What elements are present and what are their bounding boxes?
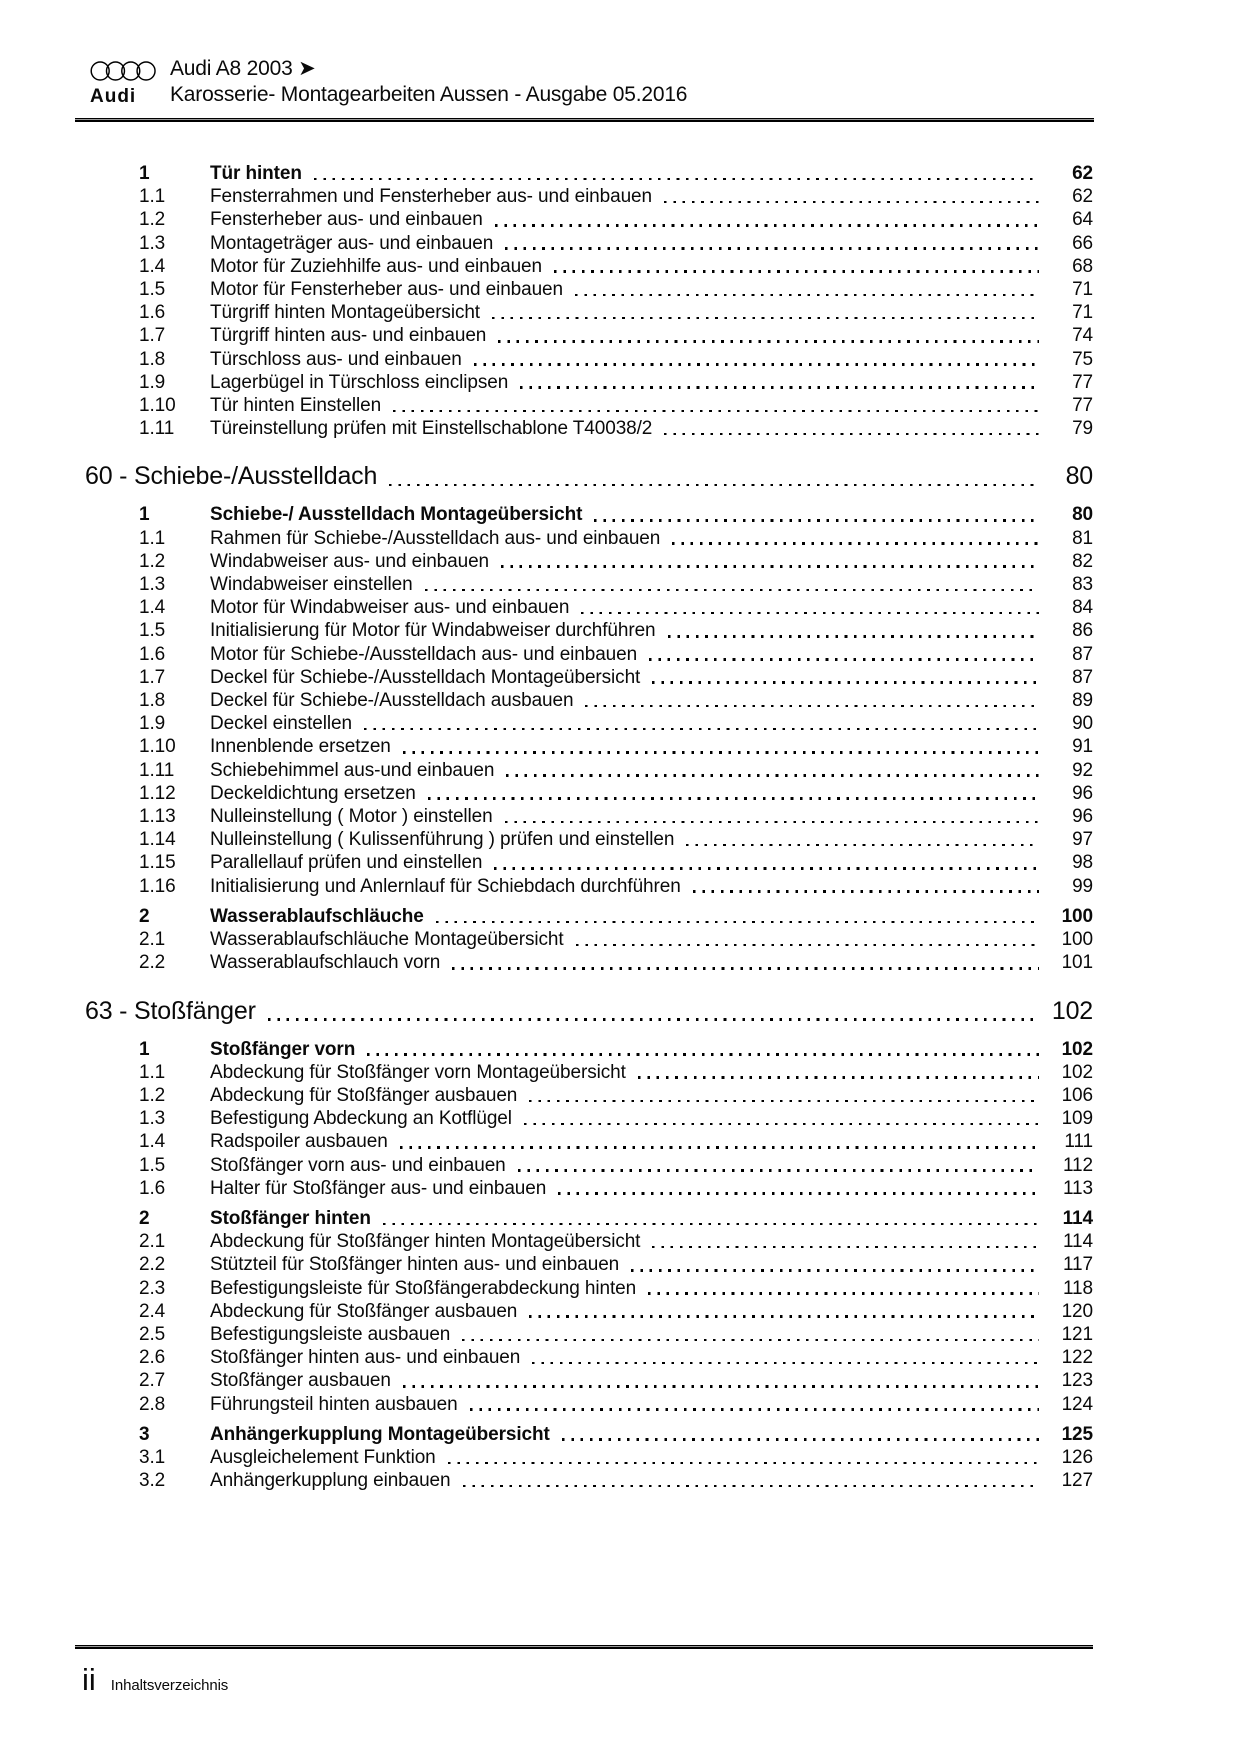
header-titles [170,56,687,108]
toc-entry-row [85,735,1093,758]
toc-entry-row [85,1130,1093,1153]
toc-chapter-title: 63 - Stoßfänger [85,996,256,1025]
toc-entry-page: 101 [1061,952,1093,974]
toc-entry-number: 1 [139,504,150,526]
toc-entry-title: Deckel für Schiebe-/Ausstelldach ausbauen [210,690,574,712]
dot-leader [452,967,1039,970]
dot-leader [492,317,1039,320]
toc-entry-number: 2 [139,1207,150,1229]
toc-entry-row [85,666,1093,689]
toc-entry-title: Initialisierung für Motor für Windabweiser durchführen [210,620,656,642]
dot-leader [505,247,1039,250]
toc-entry-row [85,255,1093,278]
toc-entry-row [85,689,1093,712]
toc-entry-number: 1.2 [139,209,166,231]
toc-entry-page: 122 [1061,1347,1093,1369]
dot-leader [585,705,1039,708]
toc-entry-title: Anhängerkupplung Montageübersicht [210,1423,550,1445]
toc-entry-title: Nulleinstellung ( Motor ) einstellen [210,806,493,828]
toc-entry-row [85,1107,1093,1130]
dot-leader [501,565,1039,568]
toc-entry-row [85,1154,1093,1177]
toc-entry-number: 1.2 [139,550,166,572]
header-doc-line: Karosserie- Montagearbeiten Aussen - Ausgabe 05.2016 [170,83,688,106]
toc-entry-title: Windabweiser aus- und einbauen [210,550,490,572]
toc-entry-title: Wasserablaufschlauch vorn [210,952,441,974]
toc-entry-row [85,828,1093,851]
dot-leader [693,890,1039,893]
dot-leader [652,681,1039,684]
dot-leader [529,1315,1039,1318]
toc-entry-row [85,185,1093,208]
dot-leader [393,410,1039,413]
toc-entry-row [85,596,1093,619]
header-rule [75,118,1094,122]
toc-entry-number: 1.5 [139,620,166,642]
toc-entry-row [85,324,1093,347]
toc-entry-page: 86 [1072,620,1093,642]
dot-leader [581,612,1039,615]
toc-entry-number: 1.10 [139,395,176,417]
toc-entry-page: 99 [1072,875,1093,897]
toc-entry-row [85,1061,1093,1084]
toc-entry-title: Deckel einstellen [210,713,352,735]
header-model-line: Audi A8 2003 ➤ [170,57,316,80]
toc-entry-page: 127 [1061,1470,1093,1492]
toc-entry-page: 90 [1072,713,1093,735]
toc-entry-page: 62 [1072,163,1093,184]
dot-leader [403,751,1039,754]
toc-entry-title: Stützteil für Stoßfänger hinten aus- und einbauen [210,1254,620,1276]
toc-entry-title: Halter für Stoßfänger aus- und einbauen [210,1177,547,1199]
toc-entry-page: 80 [1072,504,1093,526]
toc-entry-row [85,928,1093,951]
toc-entry-page: 120 [1061,1300,1093,1322]
toc-entry-row [85,951,1093,974]
toc-entry-page: 82 [1072,550,1093,572]
toc-entry-title: Befestigung Abdeckung an Kotflügel [210,1108,512,1130]
dot-leader [594,519,1039,522]
toc-entry-page: 114 [1063,1231,1093,1253]
toc-entry-number: 1.6 [139,643,166,665]
toc-entry-page: 87 [1072,666,1093,688]
toc-entry-page: 98 [1072,852,1093,874]
toc-entry-title: Windabweiser einstellen [210,574,413,596]
toc-entry-page: 81 [1072,527,1093,549]
dot-leader [664,433,1039,436]
toc-entry-row [85,278,1093,301]
dot-leader [494,867,1039,870]
toc-entry-page: 83 [1072,574,1093,596]
toc-entry-page: 118 [1063,1277,1093,1299]
toc-entry-row [85,417,1093,440]
toc-entry-number: 2.2 [139,1254,166,1276]
toc-entry-title: Türeinstellung prüfen mit Einstellschablone T40038/2 [210,418,653,440]
toc-entry-page: 113 [1063,1177,1093,1199]
toc-entry-title: Ausgleichelement Funktion [210,1446,436,1468]
dot-leader [268,1018,1035,1021]
dot-leader [428,797,1039,800]
toc-entry-number: 1.10 [139,736,176,758]
dot-leader [686,844,1039,847]
toc-entry-title: Türgriff hinten aus- und einbauen [210,325,487,347]
dot-leader [518,1169,1039,1172]
dot-leader [498,340,1039,343]
toc-entry-page: 111 [1064,1131,1093,1153]
toc-entry-row [85,1177,1093,1200]
toc-entry-title: Tür hinten [210,163,302,184]
toc-entry-row [85,573,1093,596]
dot-leader [652,1246,1039,1249]
toc-entry-title: Stoßfänger vorn [210,1038,356,1060]
toc-entry-number: 3 [139,1423,150,1445]
toc-entry-row [85,550,1093,573]
toc-entry-title: Lagerbügel in Türschloss einclipsen [210,371,509,393]
dot-leader [576,944,1039,947]
toc-entry-number: 1.8 [139,348,166,370]
toc-entry-number: 1.1 [139,186,166,208]
toc-entry-number: 2.2 [139,952,166,974]
toc-entry-number: 1.2 [139,1084,166,1106]
toc-entry-title: Stoßfänger ausbauen [210,1370,391,1392]
toc-entry-number: 2.1 [139,929,166,951]
toc-chapter-page: 102 [1051,996,1093,1025]
toc-entry-title: Befestigungsleiste für Stoßfängerabdeckung hinten [210,1277,637,1299]
page-number-roman: ii [82,1662,96,1697]
toc-entry-title: Parallellauf prüfen und einstellen [210,852,483,874]
toc-entry-page: 102 [1061,1038,1093,1060]
dot-leader [403,1385,1039,1388]
toc-entry-number: 3.2 [139,1470,166,1492]
dot-leader [668,635,1039,638]
toc-entry-row [85,348,1093,371]
toc-entry-number: 1.8 [139,690,166,712]
table-of-contents [85,155,1093,1492]
toc-entry-title: Initialisierung und Anlernlauf für Schiebdach durchführen [210,875,681,897]
toc-entry-title: Türschloss aus- und einbauen [210,348,462,370]
toc-entry-page: 125 [1061,1423,1093,1445]
toc-entry-page: 89 [1072,690,1093,712]
toc-entry-number: 1.3 [139,232,166,254]
toc-entry-number: 2.4 [139,1300,166,1322]
toc-entry-title: Radspoiler ausbauen [210,1131,388,1153]
toc-entry-row [85,1393,1093,1416]
page-footer [82,1663,228,1697]
dot-leader [448,1462,1039,1465]
toc-entry-page: 114 [1062,1207,1093,1229]
toc-entry-row [85,1300,1093,1323]
toc-entry-row [85,759,1093,782]
toc-entry-page: 96 [1072,806,1093,828]
toc-entry-row [85,1038,1093,1061]
dot-leader [524,1123,1039,1126]
footer-rule [75,1645,1093,1649]
toc-entry-title: Fensterrahmen und Fensterheber aus- und einbauen [210,186,652,208]
toc-entry-number: 1.15 [139,852,176,874]
toc-entry-page: 109 [1061,1108,1093,1130]
toc-entry-title: Rahmen für Schiebe-/Ausstelldach aus- und einbauen [210,527,661,549]
toc-entry-row [85,1323,1093,1346]
dot-leader [463,1485,1040,1488]
brand-block [90,58,162,108]
toc-entry-title: Führungsteil hinten ausbauen [210,1393,458,1415]
toc-entry-number: 1.4 [139,1131,166,1153]
toc-entry-page: 102 [1061,1061,1093,1083]
toc-entry-page: 106 [1061,1084,1093,1106]
toc-entry-page: 77 [1072,371,1093,393]
toc-entry-title: Schiebe-/ Ausstelldach Montageübersicht [210,504,583,526]
dot-leader [649,658,1039,661]
toc-entry-number: 2.7 [139,1370,166,1392]
dot-leader [462,1339,1039,1342]
toc-entry-title: Anhängerkupplung einbauen [210,1470,451,1492]
toc-entry-number: 2.1 [139,1231,166,1253]
toc-entry-row [85,1253,1093,1276]
toc-entry-number: 1.12 [139,782,176,804]
toc-entry-title: Motor für Zuziehhilfe aus- und einbauen [210,255,542,277]
toc-entry-page: 124 [1061,1393,1093,1415]
toc-entry-number: 1.9 [139,713,166,735]
toc-entry-page: 71 [1072,279,1093,301]
toc-entry-page: 100 [1061,929,1093,951]
toc-entry-number: 1.11 [139,418,175,440]
toc-entry-number: 1 [139,1038,150,1060]
dot-leader [470,1408,1039,1411]
toc-entry-number: 1.5 [139,1154,166,1176]
toc-entry-page: 91 [1072,736,1093,758]
toc-entry-number: 1.11 [139,759,175,781]
toc-entry-title: Wasserablaufschläuche Montageübersicht [210,929,564,951]
dot-leader [638,1076,1039,1079]
toc-entry-page: 77 [1072,395,1093,417]
dot-leader [389,484,1035,487]
toc-entry-page: 126 [1061,1446,1093,1468]
footer-label: Inhaltsverzeichnis [110,1677,229,1694]
toc-entry-row [85,782,1093,805]
dot-leader [664,201,1039,204]
dot-leader [532,1362,1039,1365]
toc-entry-number: 1.7 [139,666,166,688]
dot-leader [575,294,1039,297]
toc-entry-row [85,503,1093,526]
audi-rings-icon [90,58,156,84]
dot-leader [400,1146,1039,1149]
toc-entry-number: 2.3 [139,1277,166,1299]
toc-chapter-row [85,461,1093,492]
toc-entry-title: Deckeldichtung ersetzen [210,782,416,804]
dot-leader [672,542,1039,545]
toc-entry-number: 1.6 [139,1177,166,1199]
dot-leader [505,821,1039,824]
toc-entry-row [85,712,1093,735]
toc-entry-number: 1.14 [139,829,176,851]
dot-leader [631,1269,1039,1272]
toc-entry-title: Nulleinstellung ( Kulissenführung ) prüfen und einstellen [210,829,675,851]
toc-entry-title: Stoßfänger hinten aus- und einbauen [210,1347,521,1369]
toc-entry-row [85,1369,1093,1392]
toc-entry-title: Schiebehimmel aus-und einbauen [210,759,495,781]
toc-entry-title: Abdeckung für Stoßfänger ausbauen [210,1084,518,1106]
toc-entry-number: 1.13 [139,806,176,828]
dot-leader [558,1192,1039,1195]
toc-entry-row [85,301,1093,324]
toc-entry-row [85,619,1093,642]
toc-entry-page: 100 [1061,905,1093,927]
toc-entry-number: 1.3 [139,1108,166,1130]
toc-entry-number: 1.4 [139,597,166,619]
toc-entry-row [85,1230,1093,1253]
toc-entry-number: 1.6 [139,302,166,324]
toc-chapter-title: 60 - Schiebe-/Ausstelldach [85,462,378,491]
toc-chapter-row [85,996,1093,1027]
toc-entry-page: 62 [1072,186,1093,208]
toc-entry-title: Befestigungsleiste ausbauen [210,1323,451,1345]
dot-leader [367,1053,1039,1056]
dot-leader [529,1100,1039,1103]
toc-entry-title: Motor für Schiebe-/Ausstelldach aus- und einbauen [210,643,638,665]
toc-entry-title: Stoßfänger vorn aus- und einbauen [210,1154,506,1176]
toc-entry-page: 112 [1063,1154,1093,1176]
toc-entry-page: 87 [1072,643,1093,665]
toc-chapter-page: 80 [1065,462,1093,491]
dot-leader [562,1438,1039,1441]
dot-leader [383,1223,1039,1226]
toc-entry-number: 2.6 [139,1347,166,1369]
toc-entry-row [85,805,1093,828]
toc-entry-row [85,875,1093,898]
toc-entry-row [85,905,1093,928]
toc-entry-page: 117 [1063,1254,1093,1276]
dot-leader [364,728,1039,731]
toc-entry-page: 64 [1072,209,1093,231]
toc-entry-title: Fensterheber aus- und einbauen [210,209,483,231]
toc-entry-title: Abdeckung für Stoßfänger ausbauen [210,1300,518,1322]
toc-entry-page: 121 [1061,1323,1093,1345]
toc-entry-row [85,527,1093,550]
toc-entry-title: Abdeckung für Stoßfänger vorn Montageübersicht [210,1061,626,1083]
toc-entry-number: 1.1 [139,527,166,549]
dot-leader [425,589,1039,592]
toc-entry-page: 123 [1061,1370,1093,1392]
toc-entry-row [85,643,1093,666]
toc-entry-title: Tür hinten Einstellen [210,395,382,417]
toc-entry-number: 1.1 [139,1061,166,1083]
toc-entry-number: 1.9 [139,371,166,393]
toc-entry-title: Wasserablaufschläuche [210,905,424,927]
toc-entry-number: 3.1 [139,1446,166,1468]
toc-entry-row [85,1423,1093,1446]
audi-wordmark: Audi [90,86,137,107]
toc-entry-page: 96 [1072,782,1093,804]
toc-entry-row [85,371,1093,394]
toc-entry-row [85,1084,1093,1107]
toc-entry-title: Motor für Windabweiser aus- und einbauen [210,597,570,619]
toc-entry-page: 71 [1072,302,1093,324]
toc-entry-number: 2 [139,905,150,927]
toc-entry-number: 2.8 [139,1393,166,1415]
toc-entry-number: 1.7 [139,325,166,347]
toc-entry-row [85,1207,1093,1230]
toc-entry-page: 75 [1072,348,1093,370]
toc-entry-number: 1.3 [139,574,166,596]
toc-entry-title: Montageträger aus- und einbauen [210,232,494,254]
toc-entry-number: 1 [139,163,150,184]
dot-leader [648,1292,1039,1295]
toc-entry-page: 79 [1072,418,1093,440]
toc-entry-page: 68 [1072,255,1093,277]
toc-entry-number: 1.16 [139,875,176,897]
toc-entry-title: Motor für Fensterheber aus- und einbauen [210,279,563,301]
toc-entry-number: 1.5 [139,279,166,301]
toc-entry-number: 2.5 [139,1323,166,1345]
toc-entry-row [85,1346,1093,1369]
toc-entry-page: 92 [1072,759,1093,781]
toc-entry-title: Innenblende ersetzen [210,736,391,758]
dot-leader [520,386,1039,389]
toc-entry-row [85,851,1093,874]
toc-entry-title: Stoßfänger hinten [210,1207,371,1229]
toc-entry-number: 1.4 [139,255,166,277]
toc-entry-title: Türgriff hinten Montageübersicht [210,302,480,324]
dot-leader [506,774,1039,777]
toc-entry-page: 97 [1072,829,1093,851]
dot-leader [554,270,1039,273]
toc-entry-title: Deckel für Schiebe-/Ausstelldach Montageübersicht [210,666,641,688]
toc-entry-page: 66 [1072,232,1093,254]
toc-entry-page: 74 [1072,325,1093,347]
dot-leader [314,178,1039,181]
dot-leader [495,224,1039,227]
dot-leader [436,921,1039,924]
dot-leader [474,363,1039,366]
toc-entry-title: Abdeckung für Stoßfänger hinten Montageübersicht [210,1231,641,1253]
toc-entry-row [85,208,1093,231]
toc-entry-page: 84 [1072,597,1093,619]
toc-entry-row [85,232,1093,255]
toc-entry-row [85,1446,1093,1469]
toc-entry-row [85,162,1093,185]
toc-entry-row [85,1277,1093,1300]
toc-entry-row [85,1469,1093,1492]
toc-entry-row [85,394,1093,417]
